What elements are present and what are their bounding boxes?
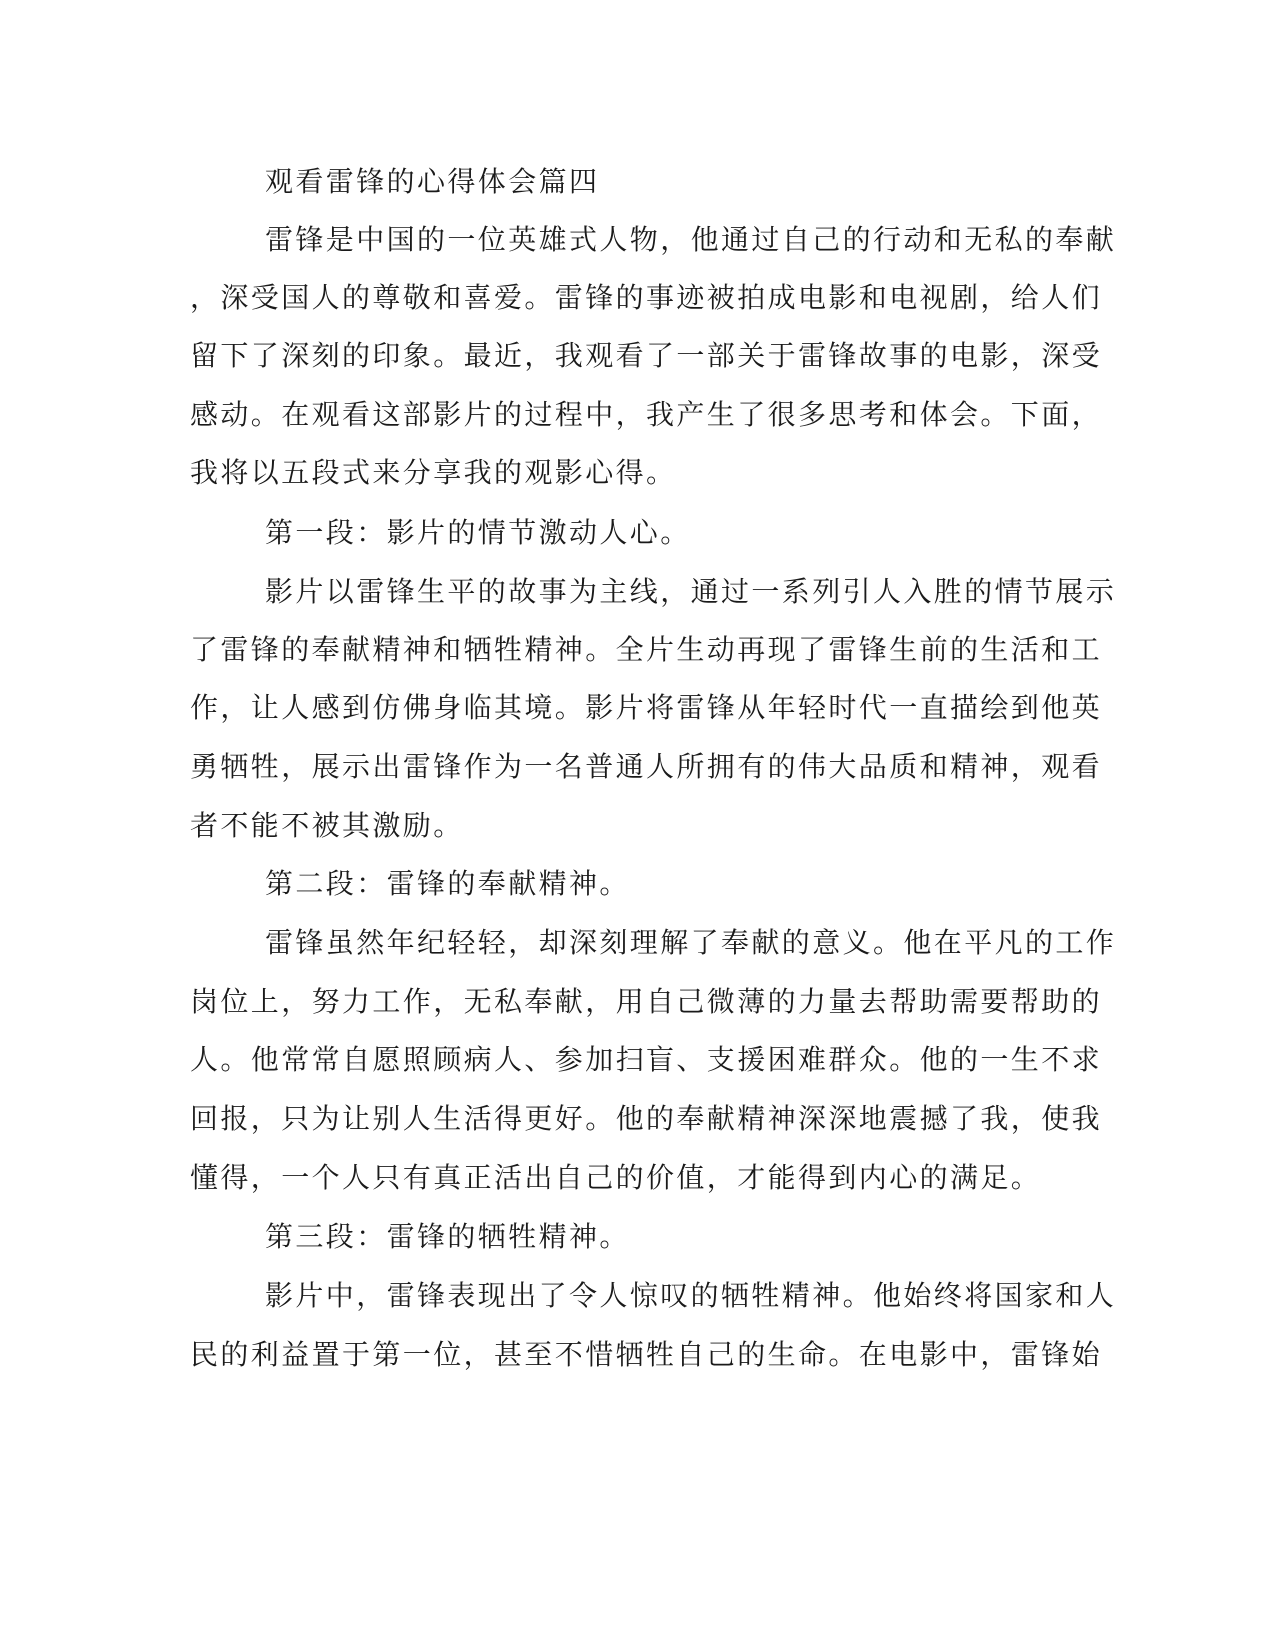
paragraph-line: 我将以五段式来分享我的观影心得。 [190, 456, 677, 489]
paragraph-line: 雷锋虽然年纪轻轻，却深刻理解了奉献的意义。他在平凡的工作 [265, 926, 1117, 959]
paragraph-line: 回报，只为让别人生活得更好。他的奉献精神深深地震撼了我，使我 [190, 1102, 1103, 1135]
paragraph-line: 了雷锋的奉献精神和牺牲精神。全片生动再现了雷锋生前的生活和工 [190, 633, 1103, 666]
paragraph-line: ，深受国人的尊敬和喜爱。雷锋的事迹被拍成电影和电视剧，给人们 [190, 281, 1103, 314]
section-heading: 第一段：影片的情节激动人心。 [265, 516, 691, 549]
paragraph-line: 影片中，雷锋表现出了令人惊叹的牺牲精神。他始终将国家和人 [265, 1279, 1117, 1312]
paragraph-line: 懂得，一个人只有真正活出自己的价值，才能得到内心的满足。 [190, 1161, 1042, 1194]
paragraph-line: 岗位上，努力工作，无私奉献，用自己微薄的力量去帮助需要帮助的 [190, 985, 1103, 1018]
paragraph-line: 作，让人感到仿佛身临其境。影片将雷锋从年轻时代一直描绘到他英 [190, 691, 1103, 724]
paragraph-line: 人。他常常自愿照顾病人、参加扫盲、支援困难群众。他的一生不求 [190, 1043, 1103, 1076]
paragraph-line: 感动。在观看这部影片的过程中，我产生了很多思考和体会。下面， [190, 398, 1103, 431]
paragraph-line: 民的利益置于第一位，甚至不惜牺牲自己的生命。在电影中，雷锋始 [190, 1338, 1103, 1371]
paragraph-line: 雷锋是中国的一位英雄式人物，他通过自己的行动和无私的奉献 [265, 223, 1117, 256]
paragraph-line: 影片以雷锋生平的故事为主线，通过一系列引人入胜的情节展示 [265, 575, 1117, 608]
section-heading: 第二段：雷锋的奉献精神。 [265, 867, 630, 900]
paragraph-line: 勇牺牲，展示出雷锋作为一名普通人所拥有的伟大品质和精神，观看 [190, 750, 1103, 783]
document-title: 观看雷锋的心得体会篇四 [265, 165, 600, 198]
paragraph-line: 者不能不被其激励。 [190, 809, 464, 842]
section-heading: 第三段：雷锋的牺牲精神。 [265, 1220, 630, 1253]
paragraph-line: 留下了深刻的印象。最近，我观看了一部关于雷锋故事的电影，深受 [190, 339, 1103, 372]
